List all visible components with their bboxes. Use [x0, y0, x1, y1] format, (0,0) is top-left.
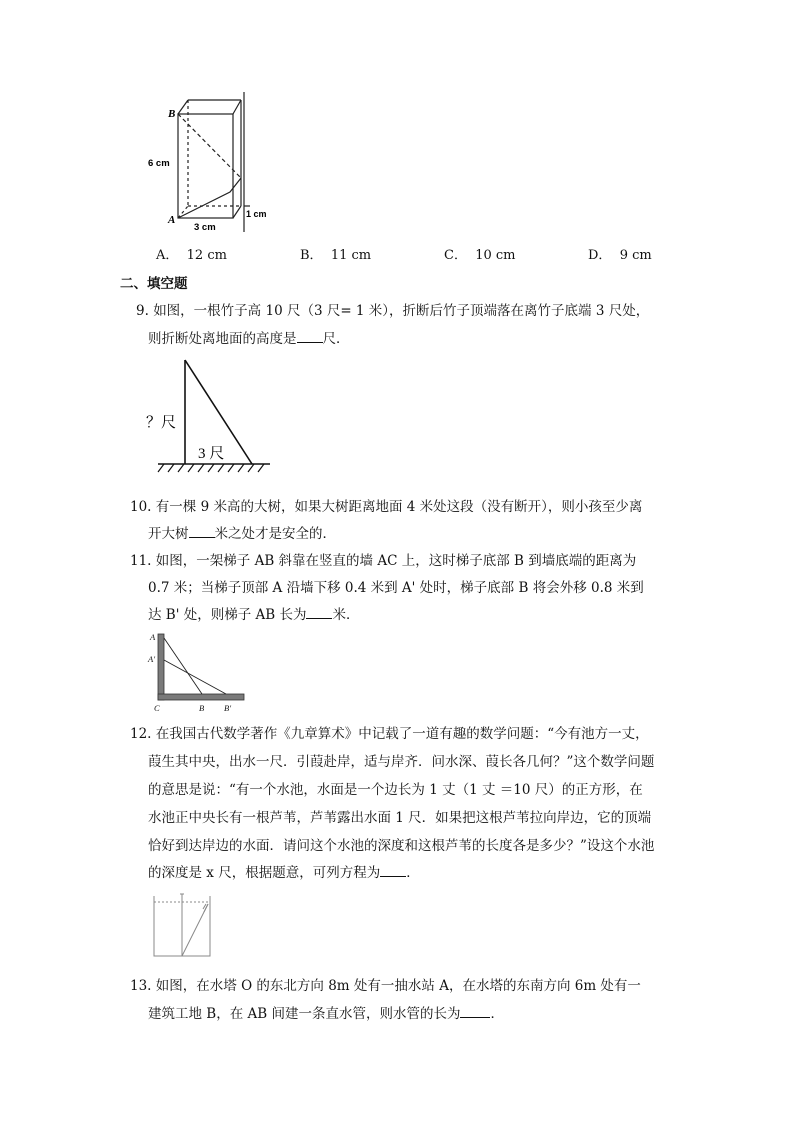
ladder-1: [164, 638, 202, 694]
q11-text3: 达 B' 处，则梯子 AB 长为: [148, 607, 307, 623]
q13-line1: [130, 974, 641, 994]
option-d[interactable]: [588, 244, 652, 263]
option-text: 10 cm: [475, 248, 516, 263]
q12-text6-post: ．: [406, 865, 420, 881]
option-text: 11 cm: [330, 248, 372, 263]
label-B: B: [199, 703, 205, 713]
q10-text2: 开大树: [148, 526, 189, 542]
wall: [158, 634, 164, 700]
q9-number: 9.: [136, 303, 149, 319]
label-A-prime: A': [148, 654, 156, 664]
ground: [158, 694, 244, 700]
q13-line2: [148, 1002, 504, 1022]
q10-number: 10.: [130, 499, 152, 515]
q13-text1: 如图，在水塔 O 的东北方向 8m 处有一抽水站 A，在水塔的东南方向 6m 处有一: [155, 978, 641, 994]
label-base: 3 尺: [198, 446, 225, 462]
prism-figure: [140, 92, 275, 232]
q11-answer-blank[interactable]: [306, 606, 332, 619]
front-face: [178, 114, 233, 218]
q12-line6: [148, 861, 420, 881]
q12-line5: 恰好到达岸边的水面．请问这个水池的深度和这根芦苇的长度各是多少？”设这个水池: [148, 838, 655, 854]
option-letter: D．: [588, 248, 612, 263]
label-A: A: [150, 632, 156, 642]
label-height: 6 cm: [148, 158, 170, 169]
q12-line2: 葭生其中央，出水一尺．引葭赴岸，适与岸齐．问水深、葭长各几何？”这个数学问题: [148, 754, 655, 770]
q10-text2-post: 米之处才是安全的．: [214, 526, 336, 542]
option-b[interactable]: [300, 244, 371, 263]
q11-line2: 0.7 米；当梯子顶部 A 沿墙下移 0.4 米到 A' 处时，梯子底部 B 将会外移 0.8 米到: [148, 580, 644, 596]
label-width: 3 cm: [194, 222, 216, 232]
ladder-figure: [146, 630, 250, 714]
q9-answer-blank[interactable]: [297, 330, 323, 343]
q9-text2: 则折断处离地面的高度是: [148, 331, 297, 347]
q12-text6: 的深度是 x 尺，根据题意，可列方程为: [148, 865, 381, 881]
option-a[interactable]: [156, 244, 227, 263]
pond-figure: [150, 890, 220, 960]
bamboo-figure: [140, 355, 280, 475]
q9-line2: [148, 327, 350, 347]
option-letter: A．: [156, 248, 179, 263]
option-text: 9 cm: [619, 248, 652, 263]
q11-number: 11.: [130, 553, 152, 569]
option-c[interactable]: [444, 244, 516, 263]
q12-line3: 的意思是说：“有一个水池，水面是一个边长为 1 丈（1 丈 ＝10 尺）的正方形，在: [148, 782, 643, 798]
label-B-prime: B': [224, 703, 232, 713]
q10-line2: [148, 522, 336, 542]
option-letter: C．: [444, 248, 467, 263]
q13-text2: 建筑工地 B，在 AB 间建一条直水管，则水管的长为: [148, 1006, 461, 1022]
q10-line1: [130, 495, 642, 515]
option-text: 12 cm: [186, 248, 227, 263]
q11-text1: 如图，一架梯子 AB 斜靠在竖直的墙 AC 上，这时梯子底部 B 到墙底端的距离为: [155, 553, 637, 569]
q12-number: 12.: [130, 726, 152, 742]
q13-answer-blank[interactable]: [460, 1005, 490, 1018]
q10-text1: 有一棵 9 米高的大树，如果大树距离地面 4 米处这段（没有断开），则小孩至少离: [155, 499, 643, 515]
q11-line1: [130, 549, 636, 569]
label-question: ？尺: [146, 415, 177, 431]
option-letter: B．: [300, 248, 323, 263]
label-B: B: [168, 108, 176, 120]
q12-answer-blank[interactable]: [380, 864, 406, 877]
q11-text3-post: 米．: [332, 607, 360, 623]
label-A: A: [168, 214, 176, 226]
q11-line3: [148, 603, 359, 623]
q12-line1: [130, 722, 649, 742]
q9-text1: 如图，一根竹子高 10 尺（3 尺= 1 米），折断后竹子顶端落在离竹子底端 3 尺处，: [153, 303, 650, 319]
q13-text2-post: ．: [490, 1006, 504, 1022]
label-C: C: [154, 703, 160, 713]
label-small: 1 cm: [246, 209, 267, 219]
ladder-2: [164, 660, 226, 694]
q9-text2-post: 尺．: [322, 331, 350, 347]
section-title: 二、填空题: [120, 276, 188, 292]
q12-text1: 在我国古代数学著作《九章算术》中记载了一道有趣的数学问题：“今有池方一丈，: [155, 726, 649, 742]
q9-line1: [136, 299, 649, 319]
q10-answer-blank[interactable]: [189, 525, 215, 538]
q12-line4: 水池正中央长有一根芦苇，芦苇露出水面 1 尺．如果把这根芦苇拉向岸边，它的顶端: [148, 810, 652, 826]
q13-number: 13.: [130, 978, 152, 994]
